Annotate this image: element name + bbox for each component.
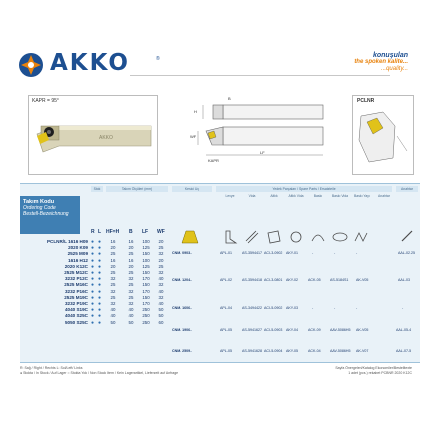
- table-row: 2525 M12C: [64, 270, 88, 276]
- table-row: 4040 S19C: [65, 307, 88, 313]
- logo-mark-icon: [18, 52, 44, 78]
- dim-label-lf: LF: [260, 150, 265, 155]
- spare-col-5: Baskı: [313, 194, 323, 198]
- footer-legend-line-2: ● Stokta / In Stock / Auf Lager ○ Stokta Yok / Non Stock Item / Kein Lagerartikel, Lieferzeit auf Anfrage: [20, 371, 179, 375]
- insert-row: CNM. 0903.. APL-01 AS-3594417 ACI-3-0902 AKY-01 - - - AAL-02.25: [172, 251, 415, 255]
- table-row: 2525 M19C: [64, 294, 88, 300]
- tagline-line-1: konuşulan: [372, 52, 408, 59]
- spare-col-7: Baskı Yayı: [354, 194, 370, 198]
- table-row: 2525 M09: [67, 251, 88, 257]
- insert-illustration: [353, 96, 413, 174]
- table-row: 2525 M16C: [64, 282, 88, 288]
- ordering-code-label: [20, 196, 80, 234]
- dimension-drawing: [178, 95, 328, 175]
- tagline: [354, 52, 408, 73]
- insert-header: Kesici Uç: [184, 187, 200, 191]
- spare-col-3: Altlık: [270, 194, 278, 198]
- spare-col-8: Anahtar: [378, 194, 390, 198]
- ordering-table: [20, 183, 420, 363]
- tagline-line-3: ...quality...: [381, 66, 408, 72]
- pclnr-label: PCLNR: [357, 98, 375, 104]
- col-lf: LF: [142, 229, 149, 235]
- toolholder-illustration: [29, 96, 157, 174]
- spares-header: Yedek Parçaları / Spare Parts / Ersatzteile: [272, 187, 336, 191]
- ordering-codes: [22, 239, 88, 326]
- spare-col-6: Baskı Vida: [331, 194, 349, 198]
- wrench-icon: [398, 229, 418, 245]
- footer-legend-line-1: R: Sağ / Right / Rechts L: Sol/Left/ Links: [20, 366, 83, 370]
- col-lf-values: 100 125 150 100 125 150 170 150 170 150 170 250 250 250: [142, 239, 150, 325]
- clamp-screw-icon: [330, 229, 350, 245]
- table-row: 3232 P12C: [65, 276, 88, 282]
- catalog-header: [0, 0, 434, 90]
- table-row: 3232 P19C: [65, 301, 88, 307]
- technical-drawing: [178, 95, 328, 175]
- table-row: 2020 K09: [68, 245, 88, 251]
- shim-icon: [264, 229, 284, 245]
- trademark: ®: [156, 56, 160, 62]
- spare-col-2: Vida: [248, 194, 256, 198]
- stock-header: Stok: [93, 187, 101, 191]
- label-line-tr: Takım Kodu: [23, 199, 55, 205]
- insert-row: CNM. 1906.. APL-05 AS-5941627 ACI-5-0903 AKY-04 ACK-09 AAV-5086H5 AK-V05 AAL-05-4: [172, 328, 412, 332]
- shim-screw-icon: [286, 229, 306, 245]
- svg-text:AKKO: AKKO: [99, 135, 113, 141]
- key-header: Anahtar: [401, 187, 413, 191]
- col-h-values: 16 20 25 16 20 25 32 25 32 25 32 40 40 50: [110, 239, 116, 325]
- footer-example-line-1: Sayfa Önergeleri/Katalog Ekonomiler/Bestelltexte: [335, 366, 412, 370]
- footer-legend: [20, 366, 178, 376]
- spare-col-1: Levye: [225, 194, 235, 198]
- clamp-icon: [308, 229, 328, 245]
- kapr-label: KAPR = 95°: [32, 98, 59, 104]
- label-line-de: Bestell-Bezeichnung: [23, 211, 69, 217]
- table-row: PCLNR/L 1616 H09: [46, 239, 88, 244]
- tagline-line-2: the spoken kalite...: [354, 59, 408, 65]
- stock-dots-r: ● ● ● ● ● ● ● ● ● ● ● ● ● ●: [91, 239, 95, 326]
- table-row: 1616 H12: [68, 257, 88, 263]
- footer-example: [335, 366, 412, 376]
- table-row: 2020 K12C: [64, 263, 88, 269]
- header-rule: [130, 75, 390, 76]
- insert-detail: [352, 95, 414, 175]
- col-wf: WF: [157, 229, 165, 235]
- stock-dots-l: ● ● ● ● ● ● ● ● ● ● ● ● ● ●: [98, 239, 102, 326]
- insert-row: CNM. 1204.. APL-02 AS-3594418 ACI-3-0801 AKY-02 ACK-05 AS-5184S1 AK-V05 AAL-03: [172, 278, 410, 282]
- col-b: B: [129, 229, 133, 235]
- insert-row: CNM. 1606.. APL-04 AS-3494422 ACI-5-0902 AKY-03 - - - -: [172, 306, 404, 310]
- insert-shape-icon: [180, 229, 200, 245]
- col-l: L: [98, 229, 102, 235]
- dim-label-h: H: [194, 109, 197, 114]
- dim-label-wf: WF: [190, 134, 197, 139]
- dim-label-b: B: [228, 96, 231, 101]
- col-b-values: 16 20 25 16 20 25 32 25 32 25 32 40 40 50: [128, 239, 134, 325]
- dim-label-kapr: KAPR: [208, 158, 219, 163]
- spring-icon: [352, 229, 372, 245]
- table-row: 3232 P16C: [65, 288, 88, 294]
- insert-row: CNM. 2509.. APL-05 AS-5941628 ACI-5-0904 AKY-05 ACK-04 AAV-5086H5 AK-V07 AAL-07-5: [172, 349, 412, 353]
- table-row: 5050 S25C: [65, 319, 88, 325]
- footer-example-line-2: 1 adet (pcs.) rekabet PCBNR 2020 K12C: [348, 371, 412, 375]
- col-h: HF=H: [106, 229, 120, 235]
- table-row: 4040 S25C: [65, 313, 88, 319]
- lever-icon: [220, 229, 240, 245]
- spare-col-4: Altlık Vida: [288, 194, 304, 198]
- col-r: R: [91, 229, 95, 235]
- dims-header: Takım Ölçüleri (mm): [121, 187, 153, 191]
- brand-name: AKKO: [50, 50, 130, 76]
- screw-icon: [242, 229, 262, 245]
- label-line-en: Ordering Code: [23, 205, 56, 211]
- toolholder-photo: [28, 95, 158, 175]
- col-wf-values: 20 25 32 20 25 32 40 32 40 32 40 50 50 60: [158, 239, 164, 325]
